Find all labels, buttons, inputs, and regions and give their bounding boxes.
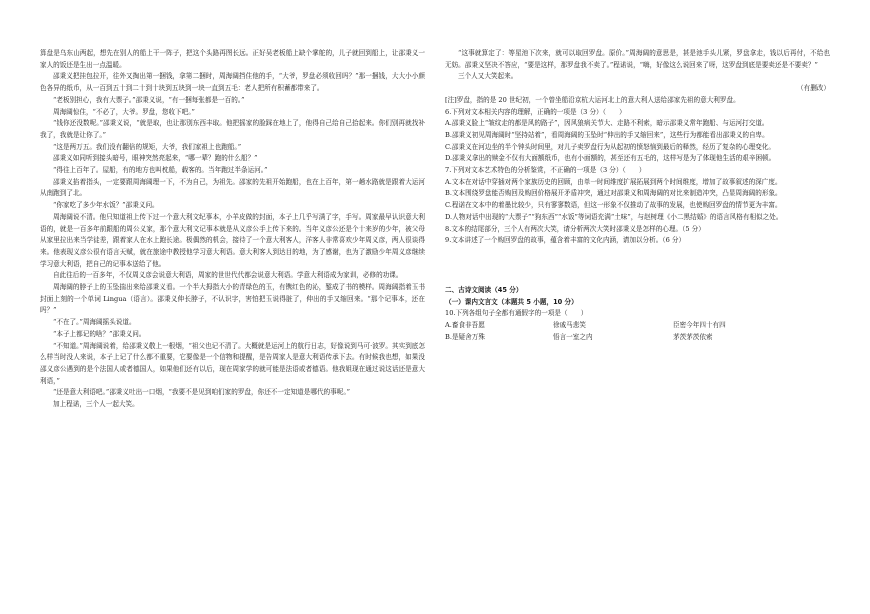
right-paragraph: （有删改） [797,84,830,93]
right-paragraph: 三个人又大笑起来。 [458,72,518,81]
left-paragraph: “还是意大利语吧。”邵秉义吐出一口烟，“我要不是见到咱们家的罗盘，你还不一定知道是哪代的事呢。” [53,388,351,397]
right-paragraph: 9.文本讲述了一个购回罗盘的故事，蕴含着丰富的文化内涵，请加以分析。（6 分） [445,236,686,245]
right-paragraph: [注]罗盘，指的是 20 世纪初，一个曾坐船沿京杭大运河北上的意大利人送给邵家先祖的意大利罗盘。 [445,95,740,104]
left-paragraph: “不在了。”周海阔摇头说道。 [53,318,136,327]
left-paragraph: 周海阔惊住，“不必了，大爷。罗盘，您收下吧。” [53,107,195,116]
left-paragraph: 算盘是乌东山两起，想先在别人的船上干一阵子，把这个头路再图长远。正好吴老板船上缺个掌舵的，儿子就回到船上，让邵秉义一家人的饭还是生出一点温暖。 [40,49,425,69]
right-paragraph: B.文本围绕罗盘能否购回及购回价格展开矛盾冲突，通过对邵秉义和周海阔的对比来制造冲突，凸显周海阔的形象。 [445,189,782,198]
left-paragraph: 自此往后的一百多年，不仅周义彦会说意大利语，周家的世世代代都会说意大利语。学意大利语成为家训，必修的功课。 [53,271,403,280]
left-paragraph: “本子上都记的啥？”邵秉义问。 [53,329,146,338]
left-paragraph: 邵秉义如同听到接头暗号，眼神突然亮起来，“哪一辈？跑的什么船？” [53,154,258,163]
right-paragraph: 8.文本的结尾部分，三个人有两次大笑，请分析两次大笑时邵秉义是怎样的心理。（5 分） [445,224,705,233]
left-paragraph: “不知道。”周海阔说着，给邵秉义敬上一根烟，“祖父也记不清了。大概就是运河上的航行日志，好像说到马可·波罗。其实到底怎么样当时没人来说，本子上记了什么都不重要，它要像是一个信物和提醒，是告周家人是意大利语传承下去。有时候我也想，如果没邵义彦公遇到的是个法国人或者德国人，如果他们还有以后，现在周家学的就可能是法语或者德语。他我姐现在通过说这话还是意大利语，” [40,341,425,385]
right-paragraph: 6.下列对文本相关内容的理解，正确的一项是（3 分）（ ） [445,107,626,116]
option-a-2: 徐戚马悲笑 [553,321,586,330]
left-paragraph: “钱你还没数呢。”邵秉义说，“就是取，也让那别东西丰取。他把摇家的脸踩在地上了，他得自己给自己拾起来。你们别再就找补我了，我就是让你了。” [40,119,425,139]
subsection-heading: （一）课内文言文（本题共 5 小题，10 分） [445,297,578,306]
left-paragraph: “老板别担心，我有大票子。”邵秉义说，“有一捆每张都是一百的。” [53,95,245,104]
question-10: 10.下列各组句子全都有通假字的一项是（ ） [445,309,588,318]
right-paragraph: “这事就算定了：等星池下次来，就可以取回罗盘。原价。”周海阔的意思是，甚是池手头儿紧，罗盘拿走，钱以后再付，不给也无妨。邵秉义坚决不答应，“要是这样，那罗盘我不卖了。”程诺说，“嗨，好像这么说回来了呀，这罗盘到底是要卖还是不要卖？” [445,49,830,69]
option-row-a [445,320,830,332]
section-heading: 二、古诗文阅读（45 分） [445,285,523,294]
left-paragraph: 邵秉义掐着指头，一定要跟周海阔理一下，不为自己，为祖先。邵家的先祖开始跑船，也在上百年，第一趟水路就是跟着大运河从南跑到了北。 [40,177,425,198]
option-b-3: 茅茨茅茨依索 [673,332,713,341]
right-paragraph: A.邵秉义脸上“皱纹走的都是风的路子”，因风狼病关节大、走路不利索，暗示邵秉义常年跑船、与运河打交道。 [445,119,769,128]
left-paragraph: “得往上百年了。屋船，有的地方也叫枕船，载客的。当年跑过半条运河。” [53,166,268,175]
left-paragraph: 周海阔说不清。他只知道祖上传下过一个意大利文纪事本，小羊皮做的封面，本子上几乎写满了字，手写。周家最早认识意大利语的，就是一百多年前跟船的周公义家，那个意大利文记事本就是从义彦公手上传下来的。当年义彦公还是个十来岁的少年，被父母从家里拉出来当学徒差，跟着家人在水上跑长途。极偶然的机会，接待了一个意大利客人，洋客人非常喜欢少年周义彦，两人很谈得来。他表现义彦公很有语言天赋，就在旅途中教授他学习意大利语。意大利客人到达目的地，为了感谢，也为了激励少年周义彦继续学习意大利语，把自己的记事本送给了他。 [40,212,425,268]
right-paragraph: C.程诺在文本中的着墨比较少，只有寥寥数语，但这一形象不仅推动了故事的发展，也使购回罗盘的情节更为丰富。 [445,201,782,210]
left-column [40,48,425,411]
right-paragraph: D.邵秉义拿出的赎金不仅有大面额纸币，也有小面额的，甚至还有五毛的，这样写是为了体现他生活的艰辛困顿。 [445,154,776,163]
left-paragraph: “你家吃了多少年水饭？”邵秉义问。 [53,201,159,210]
option-a-3: 臣密今年四十有四 [673,321,726,330]
right-paragraph: D.人物对话中出现的“大票子”“狗东西”“水饭”等词语充满“土味”，与赵树理《小二黑结婚》的语言风格有相似之处。 [445,212,783,221]
option-b-2: 悟言一室之内 [553,332,593,341]
right-column [445,48,830,343]
left-paragraph: 加上程诺，三个人一起大笑。 [53,400,139,409]
option-a-1: A.畜食非吾愿 [445,321,485,330]
option-b-1: B.是疑舍万殊 [445,332,485,341]
left-paragraph: 邵秉义把挂包拉开，往外又掏出第一捆钱，拿第二捆时，周海阔挡住他的手，“大爷，罗盘必须收回吗？”那一捆钱，大大小小颜色各异的纸币，从一百到五十到二十到十块到五块到一块一直到五毛：老人把所有积蓄都带来了。 [40,72,425,93]
section-gap [445,247,830,285]
right-paragraph: 7.下列对文本艺术特色的分析鉴赏，不正确的一项是（3 分）（ ） [445,166,646,175]
right-paragraph: B.邵秉义初见周海阔时“坚持站着”，看周海阔的玉坠时“伸出的手又缩回来”，这些行为都能看出邵秉义的自卑。 [445,130,769,139]
right-paragraph: A.文本在对话中穿插对两个家族历史的回顾，由单一时间维度扩展拓展到两个时间维度，增加了故事叙述的深广度。 [445,177,782,186]
questions-6-9 [445,48,830,247]
left-paragraph: 周海阔的脖子上的玉坠揣出来给邵秉义看。一个半大拇指大小的青绿色的玉，有镌红色的沁，錾成了书的模样。周海阔指着玉书封面上刻的一个单词 Lingua（语言）。邵秉义伸长脖子，不认识字，害怕把玉说得脏了，伸出的手又缩回来。“那个记事本，还在吗？” [40,283,425,315]
option-row-b [445,332,830,344]
left-paragraph: “这是两万五。我们没有翻倍的规矩，大爷，我们家祖上也跑船。” [53,142,242,151]
right-paragraph: C.邵秉义在河边坐的半个钟头时间里，对儿子卖罗盘行为从起初的愤怒恼到最后的释然，经历了复杂的心理变化。 [445,142,775,151]
